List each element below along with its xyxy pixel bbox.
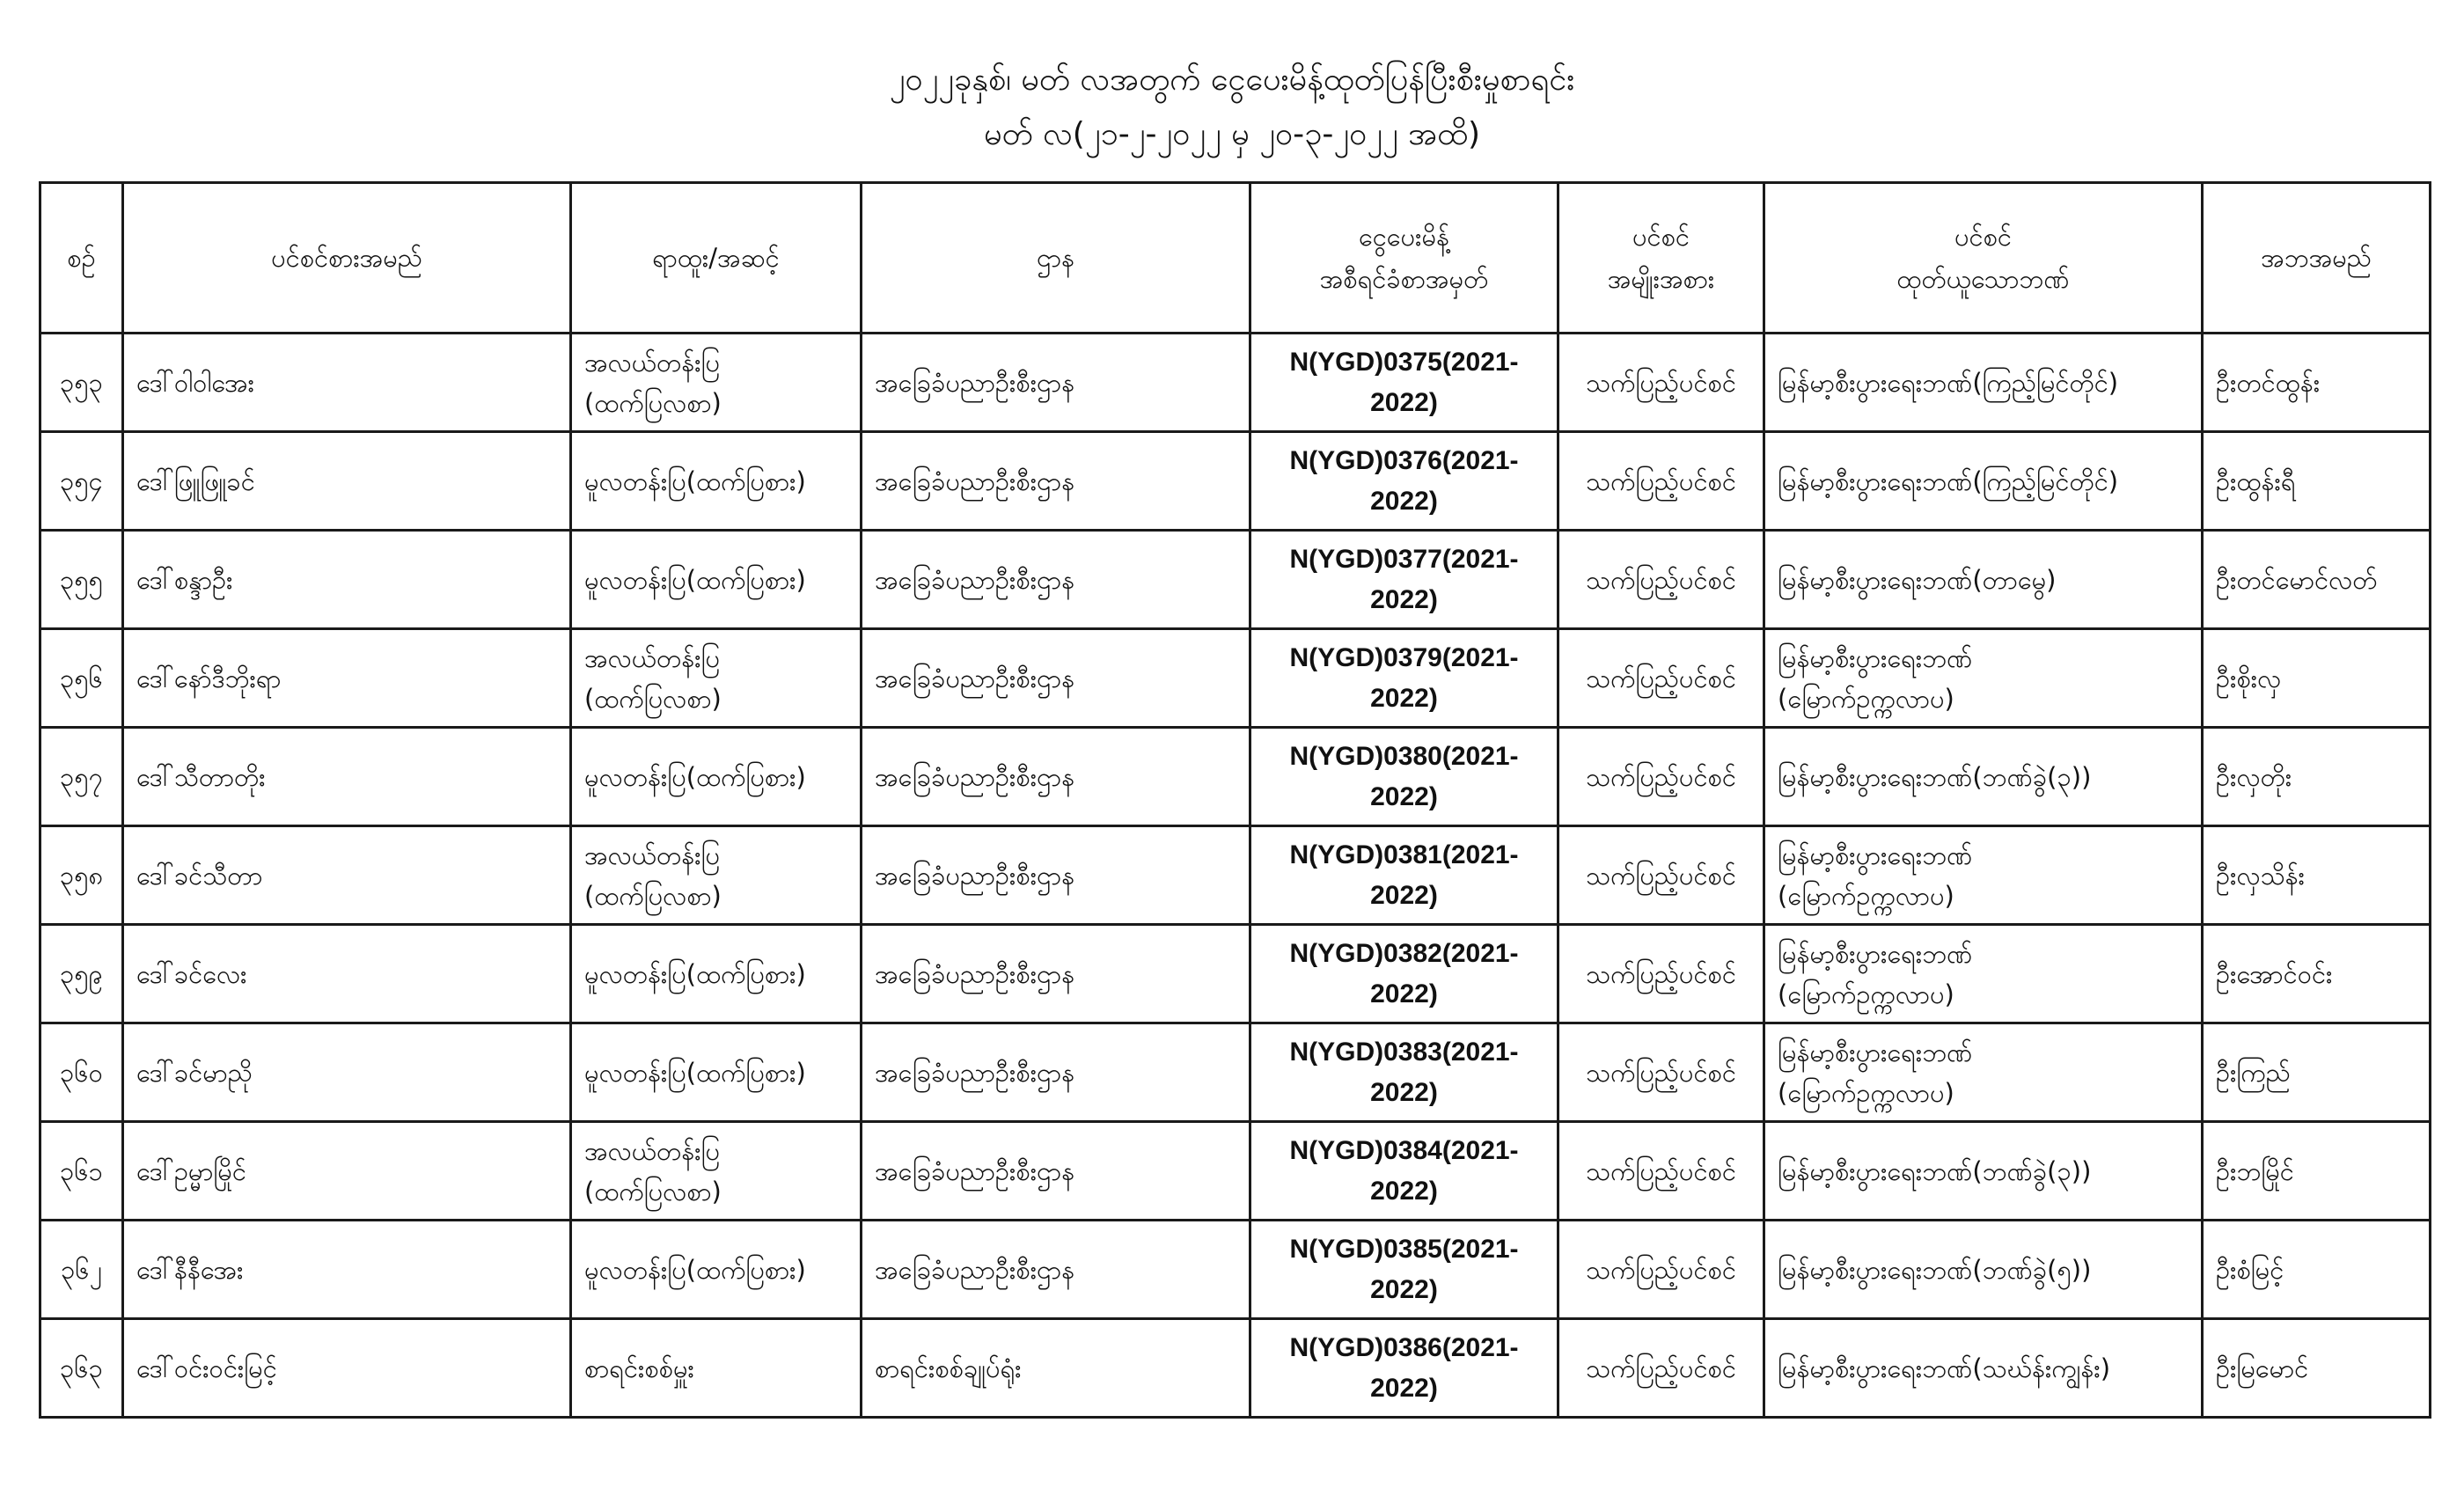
cell-pension-type: သက်ပြည့်ပင်စင်	[1558, 1023, 1764, 1122]
cell-order-number: N(YGD)0382(2021-2022)	[1250, 925, 1558, 1023]
cell-rank: မူလတန်းပြ(ထက်ပြစား)	[571, 925, 862, 1023]
cell-department: အခြေခံပညာဦးစီးဌာန	[862, 432, 1250, 531]
cell-father-name: ဦးစံမြင့်	[2203, 1221, 2431, 1319]
cell-rank: မူလတန်းပြ(ထက်ပြစား)	[571, 728, 862, 826]
cell-department: အခြေခံပညာဦးစီးဌာန	[862, 1122, 1250, 1221]
cell-order-number: N(YGD)0386(2021-2022)	[1250, 1319, 1558, 1418]
document-title: ၂၀၂၂ခုနှစ်၊ မတ် လအတွက် ငွေပေးမိန့်ထုတ်ပြန်ပြီးစီးမှုစာရင်း	[889, 62, 1575, 98]
pension-table	[39, 181, 2431, 1419]
cell-serial: ၃၅၄	[40, 432, 123, 531]
cell-department: အခြေခံပညာဦးစီးဌာန	[862, 1221, 1250, 1319]
cell-father-name: ဦးအောင်ဝင်း	[2203, 925, 2431, 1023]
cell-bank: မြန်မာ့စီးပွားရေးဘဏ်(ဘဏ်ခွဲ(၃))	[1764, 728, 2203, 826]
header-pension-type: ပင်စင် အမျိုးအစား	[1558, 183, 1764, 334]
header-bank: ပင်စင် ထုတ်ယူသောဘဏ်	[1764, 183, 2203, 334]
cell-rank: မူလတန်းပြ(ထက်ပြစား)	[571, 1023, 862, 1122]
table-row	[40, 432, 2431, 531]
cell-rank: စာရင်းစစ်မှူး	[571, 1319, 862, 1418]
cell-pension-type: သက်ပြည့်ပင်စင်	[1558, 432, 1764, 531]
cell-pension-type: သက်ပြည့်ပင်စင်	[1558, 826, 1764, 925]
cell-department: အခြေခံပညာဦးစီးဌာန	[862, 925, 1250, 1023]
header-department: ဌာန	[862, 183, 1250, 334]
cell-father-name: ဦးတင်ထွန်း	[2203, 334, 2431, 432]
cell-rank: မူလတန်းပြ(ထက်ပြစား)	[571, 432, 862, 531]
cell-pension-type: သက်ပြည့်ပင်စင်	[1558, 531, 1764, 629]
table-row	[40, 1221, 2431, 1319]
cell-order-number: N(YGD)0375(2021-2022)	[1250, 334, 1558, 432]
cell-order-number: N(YGD)0379(2021-2022)	[1250, 629, 1558, 728]
cell-order-number: N(YGD)0383(2021-2022)	[1250, 1023, 1558, 1122]
cell-bank: မြန်မာ့စီးပွားရေးဘဏ်(သဃ်န်းကျွန်း)	[1764, 1319, 2203, 1418]
cell-father-name: ဦးလှတိုး	[2203, 728, 2431, 826]
cell-department: အခြေခံပညာဦးစီးဌာန	[862, 1023, 1250, 1122]
cell-order-number: N(YGD)0385(2021-2022)	[1250, 1221, 1558, 1319]
cell-name: ဒေါ်နီနီအေး	[123, 1221, 571, 1319]
cell-father-name: ဦးဘမြိုင်	[2203, 1122, 2431, 1221]
cell-pension-type: သက်ပြည့်ပင်စင်	[1558, 925, 1764, 1023]
table-header-row	[40, 183, 2431, 334]
cell-order-number: N(YGD)0381(2021-2022)	[1250, 826, 1558, 925]
cell-father-name: ဦးလှသိန်း	[2203, 826, 2431, 925]
cell-rank: အလယ်တန်းပြ (ထက်ပြလစာ)	[571, 334, 862, 432]
cell-name: ဒေါ်စန္ဒာဦး	[123, 531, 571, 629]
cell-name: ဒေါ်ဝါဝါအေး	[123, 334, 571, 432]
cell-father-name: ဦးကြည်	[2203, 1023, 2431, 1122]
cell-bank: မြန်မာ့စီးပွားရေးဘဏ်(ဘဏ်ခွဲ(၅))	[1764, 1221, 2203, 1319]
table-row	[40, 1122, 2431, 1221]
cell-name: ဒေါ်နော်ဒီဘိုးရာ	[123, 629, 571, 728]
table-row	[40, 728, 2431, 826]
cell-order-number: N(YGD)0380(2021-2022)	[1250, 728, 1558, 826]
cell-name: ဒေါ်ဝင်းဝင်းမြင့်	[123, 1319, 571, 1418]
cell-pension-type: သက်ပြည့်ပင်စင်	[1558, 334, 1764, 432]
cell-bank: မြန်မာ့စီးပွားရေးဘဏ်(ဘဏ်ခွဲ(၃))	[1764, 1122, 2203, 1221]
cell-bank: မြန်မာ့စီးပွားရေးဘဏ်(ကြည့်မြင်တိုင်)	[1764, 432, 2203, 531]
cell-rank: အလယ်တန်းပြ (ထက်ပြလစာ)	[571, 1122, 862, 1221]
cell-order-number: N(YGD)0384(2021-2022)	[1250, 1122, 1558, 1221]
cell-department: အခြေခံပညာဦးစီးဌာန	[862, 334, 1250, 432]
cell-department: အခြေခံပညာဦးစီးဌာန	[862, 826, 1250, 925]
cell-pension-type: သက်ပြည့်ပင်စင်	[1558, 1122, 1764, 1221]
cell-name: ဒေါ်ခင်မာညို	[123, 1023, 571, 1122]
cell-serial: ၃၅၉	[40, 925, 123, 1023]
cell-bank: မြန်မာ့စီးပွားရေးဘဏ်(တာမွေ)	[1764, 531, 2203, 629]
cell-name: ဒေါ်ဖြူဖြူခင်	[123, 432, 571, 531]
header-father-name: အဘအမည်	[2203, 183, 2431, 334]
header-serial: စဉ်	[40, 183, 123, 334]
cell-pension-type: သက်ပြည့်ပင်စင်	[1558, 1319, 1764, 1418]
cell-father-name: ဦးစိုးလှ	[2203, 629, 2431, 728]
cell-order-number: N(YGD)0376(2021-2022)	[1250, 432, 1558, 531]
cell-bank: မြန်မာ့စီးပွားရေးဘဏ်(ကြည့်မြင်တိုင်)	[1764, 334, 2203, 432]
cell-bank: မြန်မာ့စီးပွားရေးဘဏ် (မြောက်ဥက္ကလာပ)	[1764, 629, 2203, 728]
cell-serial: ၃၅၅	[40, 531, 123, 629]
document-subtitle: မတ် လ(၂၁-၂-၂၀၂၂ မှ ၂၀-၃-၂၀၂၂ အထိ)	[983, 116, 1480, 152]
table-row	[40, 1023, 2431, 1122]
cell-department: စာရင်းစစ်ချုပ်ရုံး	[862, 1319, 1250, 1418]
table-row	[40, 531, 2431, 629]
cell-department: အခြေခံပညာဦးစီးဌာန	[862, 531, 1250, 629]
cell-serial: ၃၆၂	[40, 1221, 123, 1319]
cell-bank: မြန်မာ့စီးပွားရေးဘဏ် (မြောက်ဥက္ကလာပ)	[1764, 925, 2203, 1023]
cell-father-name: ဦးတင်မောင်လတ်	[2203, 531, 2431, 629]
table-row	[40, 925, 2431, 1023]
header-rank: ရာထူး/အဆင့်	[571, 183, 862, 334]
cell-pension-type: သက်ပြည့်ပင်စင်	[1558, 629, 1764, 728]
cell-rank: မူလတန်းပြ(ထက်ပြစား)	[571, 531, 862, 629]
header-pensioner-name: ပင်စင်စားအမည်	[123, 183, 571, 334]
cell-serial: ၃၆၃	[40, 1319, 123, 1418]
cell-name: ဒေါ်ခင်လေး	[123, 925, 571, 1023]
cell-bank: မြန်မာ့စီးပွားရေးဘဏ် (မြောက်ဥက္ကလာပ)	[1764, 1023, 2203, 1122]
header-order-number: ငွေပေးမိန့် အစီရင်ခံစာအမှတ်	[1250, 183, 1558, 334]
cell-pension-type: သက်ပြည့်ပင်စင်	[1558, 728, 1764, 826]
cell-name: ဒေါ်သီတာတိုး	[123, 728, 571, 826]
cell-department: အခြေခံပညာဦးစီးဌာန	[862, 629, 1250, 728]
table-row	[40, 629, 2431, 728]
cell-father-name: ဦးထွန်းရီ	[2203, 432, 2431, 531]
table-row	[40, 826, 2431, 925]
cell-serial: ၃၅၇	[40, 728, 123, 826]
cell-serial: ၃၆၁	[40, 1122, 123, 1221]
cell-serial: ၃၅၆	[40, 629, 123, 728]
cell-bank: မြန်မာ့စီးပွားရေးဘဏ် (မြောက်ဥက္ကလာပ)	[1764, 826, 2203, 925]
cell-serial: ၃၅၃	[40, 334, 123, 432]
cell-name: ဒေါ်ဥမ္မာမြိုင်	[123, 1122, 571, 1221]
cell-name: ဒေါ်ခင်သီတာ	[123, 826, 571, 925]
cell-rank: အလယ်တန်းပြ (ထက်ပြလစာ)	[571, 826, 862, 925]
cell-rank: မူလတန်းပြ(ထက်ပြစား)	[571, 1221, 862, 1319]
cell-serial: ၃၆၀	[40, 1023, 123, 1122]
table-row	[40, 334, 2431, 432]
cell-father-name: ဦးမြမောင်	[2203, 1319, 2431, 1418]
cell-department: အခြေခံပညာဦးစီးဌာန	[862, 728, 1250, 826]
cell-serial: ၃၅၈	[40, 826, 123, 925]
cell-pension-type: သက်ပြည့်ပင်စင်	[1558, 1221, 1764, 1319]
cell-rank: အလယ်တန်းပြ (ထက်ပြလစာ)	[571, 629, 862, 728]
cell-order-number: N(YGD)0377(2021-2022)	[1250, 531, 1558, 629]
table-row	[40, 1319, 2431, 1418]
document-title-block	[0, 53, 2464, 162]
